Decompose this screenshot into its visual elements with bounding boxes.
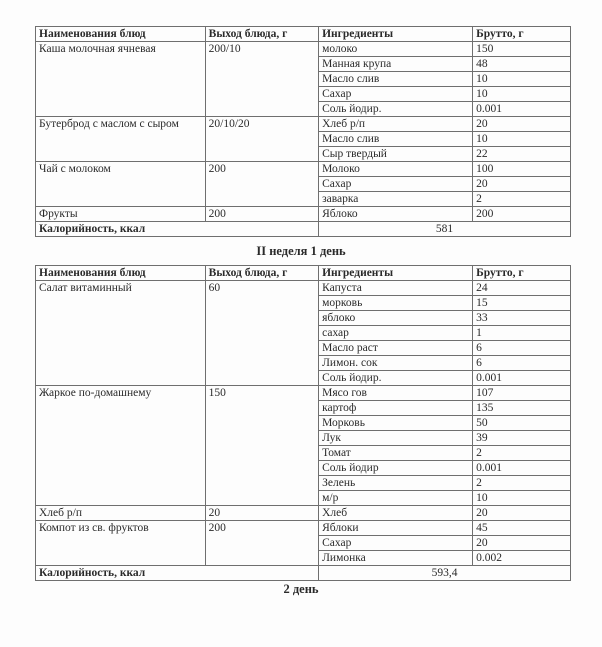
table-row <box>36 281 571 296</box>
ingredient-gross-cell: 45 <box>473 521 571 536</box>
dish-name-cell: Фрукты <box>36 207 206 222</box>
ingredient-gross-cell: 50 <box>473 416 571 431</box>
ingredient-name-cell: Масло слив <box>319 132 473 147</box>
ingredient-name-cell: Капуста <box>319 281 473 296</box>
table-header-row <box>36 266 571 281</box>
ingredient-name-cell: Лимон. сок <box>319 356 473 371</box>
ingredient-name-cell: Масло раст <box>319 341 473 356</box>
dish-yield-cell: 20/10/20 <box>205 117 318 162</box>
ingredient-gross-cell: 10 <box>473 132 571 147</box>
column-header-yield: Выход блюда, г <box>205 266 318 281</box>
ingredient-name-cell: Мясо гов <box>319 386 473 401</box>
day-heading-footer: 2 день <box>283 582 319 596</box>
menu-table-1 <box>35 26 571 237</box>
table-row <box>36 42 571 57</box>
ingredient-name-cell: Сыр твердый <box>319 147 473 162</box>
ingredient-gross-cell: 0.001 <box>473 461 571 476</box>
ingredient-name-cell: Лук <box>319 431 473 446</box>
dish-name-cell: Чай с молоком <box>36 162 206 207</box>
calorie-value: 581 <box>319 222 571 237</box>
ingredient-gross-cell: 33 <box>473 311 571 326</box>
ingredient-name-cell: молоко <box>319 42 473 57</box>
ingredient-gross-cell: 10 <box>473 491 571 506</box>
ingredient-gross-cell: 150 <box>473 42 571 57</box>
ingredient-gross-cell: 10 <box>473 72 571 87</box>
ingredient-name-cell: Сахар <box>319 87 473 102</box>
ingredient-gross-cell: 107 <box>473 386 571 401</box>
ingredient-name-cell: Сахар <box>319 177 473 192</box>
ingredient-name-cell: Лимонка <box>319 551 473 566</box>
dish-name-cell: Хлеб р/п <box>36 506 206 521</box>
dish-yield-cell: 200 <box>205 162 318 207</box>
ingredient-gross-cell: 22 <box>473 147 571 162</box>
calorie-label: Калорийность, ккал <box>36 222 319 237</box>
ingredient-name-cell: Сахар <box>319 536 473 551</box>
dish-yield-cell: 150 <box>205 386 318 506</box>
dish-yield-cell: 20 <box>205 506 318 521</box>
ingredient-name-cell: Зелень <box>319 476 473 491</box>
table-row <box>36 506 571 521</box>
dish-name-cell: Салат витаминный <box>36 281 206 386</box>
ingredient-name-cell: заварка <box>319 192 473 207</box>
ingredient-gross-cell: 6 <box>473 356 571 371</box>
column-header-yield: Выход блюда, г <box>205 27 318 42</box>
ingredient-gross-cell: 0.001 <box>473 102 571 117</box>
dish-yield-cell: 60 <box>205 281 318 386</box>
dish-name-cell: Бутерброд с маслом с сыром <box>36 117 206 162</box>
ingredient-name-cell: Хлеб <box>319 506 473 521</box>
ingredient-gross-cell: 20 <box>473 117 571 132</box>
table-row <box>36 207 571 222</box>
ingredient-gross-cell: 24 <box>473 281 571 296</box>
ingredient-name-cell: морковь <box>319 296 473 311</box>
ingredient-gross-cell: 20 <box>473 506 571 521</box>
ingredient-gross-cell: 2 <box>473 192 571 207</box>
ingredient-gross-cell: 48 <box>473 57 571 72</box>
column-header-dish: Наименования блюд <box>36 266 206 281</box>
dish-yield-cell: 200/10 <box>205 42 318 117</box>
ingredient-name-cell: Масло слив <box>319 72 473 87</box>
table-header-row <box>36 27 571 42</box>
ingredient-gross-cell: 20 <box>473 177 571 192</box>
dish-name-cell: Каша молочная ячневая <box>36 42 206 117</box>
calorie-value: 593,4 <box>319 566 571 581</box>
day-heading: II неделя 1 день <box>256 244 346 258</box>
ingredient-gross-cell: 100 <box>473 162 571 177</box>
column-header-ingredients: Ингредиенты <box>319 27 473 42</box>
calorie-row <box>36 566 571 581</box>
table-body <box>36 281 571 581</box>
ingredient-name-cell: Яблоки <box>319 521 473 536</box>
calorie-label: Калорийность, ккал <box>36 566 319 581</box>
ingredient-name-cell: яблоко <box>319 311 473 326</box>
table-row <box>36 162 571 177</box>
ingredient-name-cell: м/р <box>319 491 473 506</box>
ingredient-gross-cell: 15 <box>473 296 571 311</box>
dish-name-cell: Компот из св. фруктов <box>36 521 206 566</box>
menu-table-2 <box>35 265 571 581</box>
ingredient-name-cell: сахар <box>319 326 473 341</box>
ingredient-name-cell: Манная крупа <box>319 57 473 72</box>
ingredient-name-cell: Соль йодир. <box>319 102 473 117</box>
ingredient-name-cell: Хлеб р/п <box>319 117 473 132</box>
table-row <box>36 521 571 536</box>
calorie-row <box>36 222 571 237</box>
ingredient-gross-cell: 2 <box>473 476 571 491</box>
ingredient-name-cell: картоф <box>319 401 473 416</box>
ingredient-name-cell: Соль йодир. <box>319 371 473 386</box>
ingredient-gross-cell: 20 <box>473 536 571 551</box>
dish-yield-cell: 200 <box>205 521 318 566</box>
ingredient-gross-cell: 10 <box>473 87 571 102</box>
table-body <box>36 42 571 237</box>
ingredient-name-cell: Томат <box>319 446 473 461</box>
ingredient-name-cell: Морковь <box>319 416 473 431</box>
table-row <box>36 117 571 132</box>
ingredient-gross-cell: 135 <box>473 401 571 416</box>
ingredient-gross-cell: 1 <box>473 326 571 341</box>
ingredient-name-cell: Соль йодир <box>319 461 473 476</box>
column-header-dish: Наименования блюд <box>36 27 206 42</box>
table-row <box>36 386 571 401</box>
column-header-gross: Брутто, г <box>473 266 571 281</box>
ingredient-name-cell: Яблоко <box>319 207 473 222</box>
ingredient-gross-cell: 0.002 <box>473 551 571 566</box>
ingredient-gross-cell: 0.001 <box>473 371 571 386</box>
ingredient-gross-cell: 6 <box>473 341 571 356</box>
ingredient-name-cell: Молоко <box>319 162 473 177</box>
column-header-ingredients: Ингредиенты <box>319 266 473 281</box>
ingredient-gross-cell: 200 <box>473 207 571 222</box>
ingredient-gross-cell: 39 <box>473 431 571 446</box>
dish-name-cell: Жаркое по-домашнему <box>36 386 206 506</box>
column-header-gross: Брутто, г <box>473 27 571 42</box>
ingredient-gross-cell: 2 <box>473 446 571 461</box>
dish-yield-cell: 200 <box>205 207 318 222</box>
